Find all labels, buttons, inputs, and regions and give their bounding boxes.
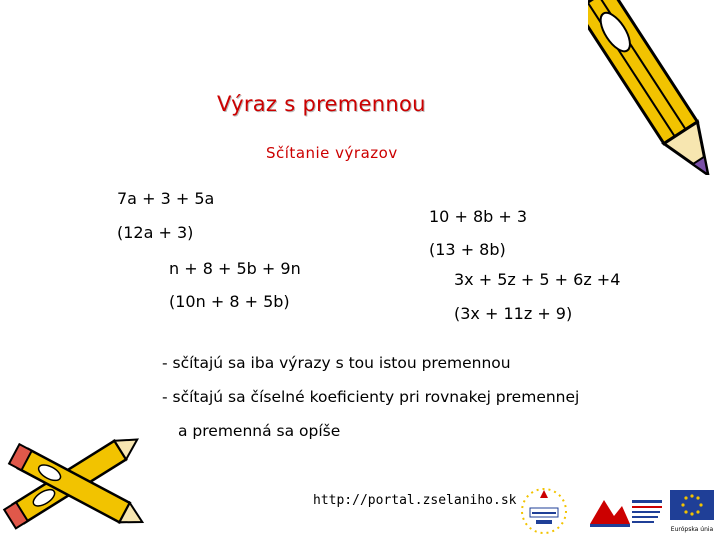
expression-3: 10 + 8b + 3 xyxy=(429,207,528,226)
rule-line-2: - sčítajú sa číselné koeficienty pri rovnakej premennej xyxy=(162,388,580,406)
agency-logo xyxy=(584,486,666,536)
pencil-icon-top-right xyxy=(588,0,720,175)
slide-subtitle: Sčítanie výrazov xyxy=(266,144,398,162)
rule-line-3: a premenná sa opíše xyxy=(178,422,341,440)
expression-4: 3x + 5z + 5 + 6z +4 xyxy=(454,270,621,289)
result-2: (10n + 8 + 5b) xyxy=(169,292,290,311)
expression-1: 7a + 3 + 5a xyxy=(117,189,215,208)
eu-flag-label: Európska únia xyxy=(670,526,714,533)
rule-line-1: - sčítajú sa iba výrazy s tou istou premennou xyxy=(162,354,511,372)
expression-2: n + 8 + 5b + 9n xyxy=(169,259,301,278)
eu-flag-logo xyxy=(668,488,716,536)
result-1: (12a + 3) xyxy=(117,223,194,242)
crossed-pencils-icon xyxy=(0,420,160,540)
slide-title: Výraz s premennou xyxy=(217,92,426,116)
school-logo xyxy=(514,486,574,536)
footer-url[interactable]: http://portal.zselaniho.sk xyxy=(313,493,517,508)
result-4: (3x + 11z + 9) xyxy=(454,304,573,323)
result-3: (13 + 8b) xyxy=(429,240,506,259)
